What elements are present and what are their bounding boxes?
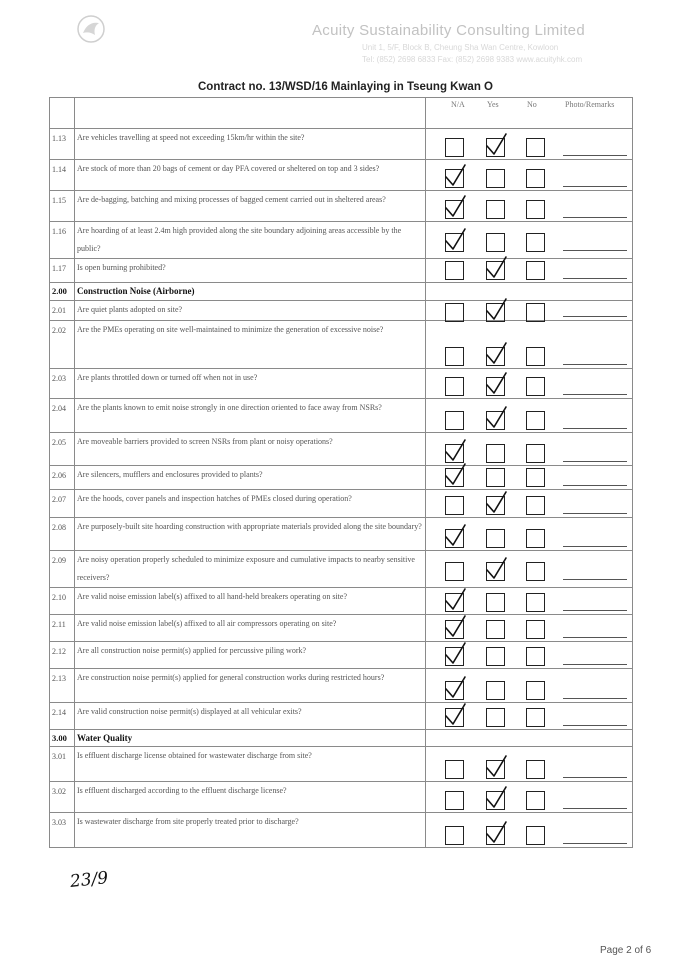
na-checkbox[interactable] [445,261,464,280]
remarks-line [563,513,627,514]
checklist-row [50,747,633,782]
no-checkbox[interactable] [526,233,545,252]
answer-cell [426,669,633,703]
na-checkbox[interactable] [445,303,464,322]
answer-cell [426,466,633,490]
answer-cell [426,551,633,588]
checkmark-icon [484,298,508,322]
yes-checkbox[interactable] [486,529,505,548]
item-number: 2.09 [50,551,75,588]
item-number: 2.14 [50,703,75,730]
checkmark-icon [484,557,508,581]
answer-cell [426,222,633,259]
item-number: 3.01 [50,747,75,782]
na-checkbox[interactable] [445,791,464,810]
checklist-row [50,813,633,848]
item-question: Are all construction noise permit(s) applied for percussive piling work? [75,642,426,669]
company-name: Acuity Sustainability Consulting Limited [312,22,585,39]
page-number: Page 2 of 6 [600,945,652,956]
item-number: 2.06 [50,466,75,490]
yes-checkbox[interactable] [486,233,505,252]
checkmark-icon [484,786,508,810]
answer-cell [426,703,633,730]
section-title: Construction Noise (Airborne) [75,283,426,301]
checklist-row [50,782,633,813]
no-checkbox[interactable] [526,261,545,280]
checkmark-icon [484,821,508,845]
answer-cell [426,259,633,283]
checkmark-icon [443,642,467,666]
header-answer-cell [426,98,633,129]
item-number: 2.04 [50,399,75,433]
checklist-row [50,259,633,283]
answer-cell [426,813,633,848]
answer-cell [426,433,633,466]
no-checkbox[interactable] [526,647,545,666]
yes-checkbox[interactable] [486,681,505,700]
no-checkbox[interactable] [526,826,545,845]
na-checkbox[interactable] [445,496,464,515]
item-question: Are valid construction noise permit(s) displayed at all vehicular exits? [75,703,426,730]
no-checkbox[interactable] [526,593,545,612]
answer-cell [426,615,633,642]
header-row [50,98,633,129]
section-title: Water Quality [75,730,426,747]
checklist-row [50,433,633,466]
answer-cell [426,399,633,433]
checkmark-icon [443,463,467,487]
answer-cell [426,782,633,813]
checklist-row [50,399,633,433]
remarks-line [563,250,627,251]
na-checkbox[interactable] [445,347,464,366]
na-checkbox[interactable] [445,760,464,779]
company-logo [76,14,106,44]
checklist-row [50,615,633,642]
remarks-line [563,155,627,156]
item-number: 1.13 [50,129,75,160]
item-question: Is effluent discharged according to the effluent discharge license? [75,782,426,813]
item-question: Are the PMEs operating on site well-maintained to minimize the generation of excessive noise? [75,321,426,369]
checkmark-icon [443,676,467,700]
item-number: 2.07 [50,490,75,518]
remarks-line [563,579,627,580]
answer-cell [426,160,633,191]
no-checkbox[interactable] [526,444,545,463]
answer-cell [426,129,633,160]
na-checkbox[interactable] [445,562,464,581]
answer-cell [426,588,633,615]
item-question: Are plants throttled down or turned off when not in use? [75,369,426,399]
yes-checkbox[interactable] [486,708,505,727]
answer-cell [426,369,633,399]
item-question: Are de-bagging, batching and mixing processes of bagged cement carried out in sheltered areas? [75,191,426,222]
item-question: Are the plants known to emit noise strongly in one direction oriented to face away from NSRs? [75,399,426,433]
remarks-line [563,461,627,462]
no-checkbox[interactable] [526,620,545,639]
item-question: Is wastewater discharge from site properly treated prior to discharge? [75,813,426,848]
item-number: 1.15 [50,191,75,222]
na-checkbox[interactable] [445,826,464,845]
yes-checkbox[interactable] [486,593,505,612]
no-checkbox[interactable] [526,411,545,430]
no-checkbox[interactable] [526,468,545,487]
remarks-line [563,777,627,778]
answer-cell [426,301,633,321]
column-remarks: Photo/Remarks [565,100,615,109]
checkmark-icon [484,755,508,779]
item-number: 2.08 [50,518,75,551]
na-checkbox[interactable] [445,377,464,396]
answer-cell [426,191,633,222]
item-number: 2.10 [50,588,75,615]
item-question: Are noisy operation properly scheduled to minimize exposure and cumulative impacts to nearby sensitive receivers? [75,551,426,588]
section-row [50,283,633,301]
item-question: Are silencers, mufflers and enclosures provided to plants? [75,466,426,490]
checkmark-icon [443,195,467,219]
checklist-row [50,369,633,399]
checkmark-icon [443,524,467,548]
checklist-row [50,642,633,669]
na-checkbox[interactable] [445,138,464,157]
no-checkbox[interactable] [526,200,545,219]
item-question: Are valid noise emission label(s) affixed to all hand-held breakers operating on site? [75,588,426,615]
company-address: Unit 1, 5/F, Block B, Cheung Sha Wan Centre, Kowloon [362,43,559,52]
item-question: Are the hoods, cover panels and inspection hatches of PMEs closed during operation? [75,490,426,518]
checkmark-icon [484,406,508,430]
item-number: 1.17 [50,259,75,283]
yes-checkbox[interactable] [486,647,505,666]
remarks-line [563,546,627,547]
no-checkbox[interactable] [526,760,545,779]
checkmark-icon [443,164,467,188]
section-number: 3.00 [50,730,75,747]
yes-checkbox[interactable] [486,620,505,639]
item-number: 3.03 [50,813,75,848]
checklist-row [50,191,633,222]
remarks-line [563,278,627,279]
item-number: 2.12 [50,642,75,669]
checkmark-icon [443,439,467,463]
section-number: 2.00 [50,283,75,301]
na-checkbox[interactable] [445,411,464,430]
remarks-line [563,637,627,638]
checklist-row [50,703,633,730]
no-checkbox[interactable] [526,347,545,366]
remarks-line [563,664,627,665]
remarks-line [563,725,627,726]
yes-checkbox[interactable] [486,200,505,219]
column-no: No [527,100,537,109]
section-row [50,730,633,747]
item-question: Are stock of more than 20 bags of cement or day PFA covered or sheltered on top and 3 sides? [75,160,426,191]
no-checkbox[interactable] [526,708,545,727]
column-na: N/A [451,100,465,109]
remarks-line [563,610,627,611]
answer-cell [426,747,633,782]
section-answer-cell [426,730,633,747]
item-number: 1.16 [50,222,75,259]
no-checkbox[interactable] [526,377,545,396]
item-number: 3.02 [50,782,75,813]
answer-cell [426,321,633,369]
checklist-row [50,321,633,369]
checkmark-icon [443,588,467,612]
checkmark-icon [484,491,508,515]
no-checkbox[interactable] [526,791,545,810]
checklist-row [50,588,633,615]
no-checkbox[interactable] [526,169,545,188]
item-question: Is open burning prohibited? [75,259,426,283]
item-number: 2.01 [50,301,75,321]
checkmark-icon [484,372,508,396]
no-checkbox[interactable] [526,303,545,322]
handwritten-date: 23/9 [69,868,110,892]
checklist-row [50,222,633,259]
checklist-table [49,97,633,848]
checkmark-icon [443,615,467,639]
checkmark-icon [443,703,467,727]
item-number: 1.14 [50,160,75,191]
contract-title: Contract no. 13/WSD/16 Mainlaying in Tseung Kwan O [198,81,493,93]
checklist-row [50,551,633,588]
yes-checkbox[interactable] [486,468,505,487]
item-number: 2.13 [50,669,75,703]
answer-cell [426,518,633,551]
no-checkbox[interactable] [526,138,545,157]
section-answer-cell [426,283,633,301]
answer-cell [426,490,633,518]
remarks-line [563,428,627,429]
remarks-line [563,394,627,395]
checklist-row [50,518,633,551]
remarks-line [563,808,627,809]
answer-cell [426,642,633,669]
item-number: 2.11 [50,615,75,642]
no-checkbox[interactable] [526,681,545,700]
company-contact: Tel: (852) 2698 6833 Fax: (852) 2698 9383 www.acuityhk.com [362,55,583,64]
no-checkbox[interactable] [526,529,545,548]
yes-checkbox[interactable] [486,444,505,463]
yes-checkbox[interactable] [486,169,505,188]
checklist-row [50,466,633,490]
item-question: Are purposely-built site hoarding construction with appropriate materials provided along the site boundary? [75,518,426,551]
column-yes: Yes [487,100,499,109]
no-checkbox[interactable] [526,562,545,581]
remarks-line [563,485,627,486]
item-number: 2.03 [50,369,75,399]
checkmark-icon [484,256,508,280]
item-question: Are moveable barriers provided to screen NSRs from plant or noisy operations? [75,433,426,466]
header-num-cell [50,98,75,129]
checkmark-icon [484,342,508,366]
remarks-line [563,316,627,317]
checklist-row [50,301,633,321]
checklist-row [50,669,633,703]
item-question: Are vehicles travelling at speed not exceeding 15km/hr within the site? [75,129,426,160]
remarks-line [563,698,627,699]
item-question: Is effluent discharge license obtained for wastewater discharge from site? [75,747,426,782]
header-question-cell [75,98,426,129]
item-number: 2.05 [50,433,75,466]
remarks-line [563,186,627,187]
item-question: Are hoarding of at least 2.4m high provided along the site boundary adjoining areas accessible by the public? [75,222,426,259]
item-question: Are construction noise permit(s) applied for general construction works during restricted hours? [75,669,426,703]
item-question: Are quiet plants adopted on site? [75,301,426,321]
item-number: 2.02 [50,321,75,369]
checkmark-icon [484,133,508,157]
checklist-row [50,160,633,191]
remarks-line [563,843,627,844]
checklist-row [50,490,633,518]
remarks-line [563,364,627,365]
no-checkbox[interactable] [526,496,545,515]
checklist-row [50,129,633,160]
remarks-line [563,217,627,218]
item-question: Are valid noise emission label(s) affixed to all air compressors operating on site? [75,615,426,642]
checkmark-icon [443,228,467,252]
